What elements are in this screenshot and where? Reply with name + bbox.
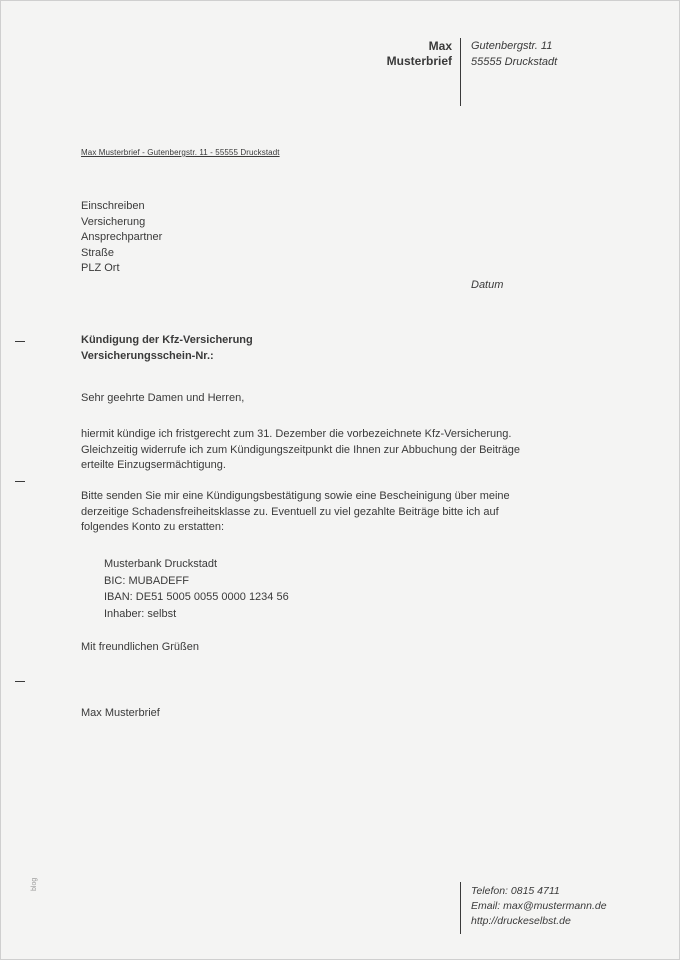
subject-line1: Kündigung der Kfz-Versicherung xyxy=(81,334,253,346)
return-address-line: Max Musterbrief - Gutenbergstr. 11 - 55555 Druckstadt xyxy=(81,148,280,157)
sender-name-line1: Max xyxy=(428,39,452,53)
fold-mark xyxy=(15,481,25,482)
recipient-line: Einschreiben xyxy=(81,200,145,212)
bank-name: Musterbank Druckstadt xyxy=(104,558,218,570)
bank-holder: Inhaber: selbst xyxy=(104,607,177,620)
salutation: Sehr geehrte Damen und Herren, xyxy=(81,392,245,404)
closing-line: Mit freundlichen Grüßen xyxy=(81,641,199,653)
paragraph-1-line: hiermit kündige ich fristgerecht zum 31. Dezember die vorbezeichnete Kfz-Versicherung. xyxy=(81,428,512,440)
footer-website: http://druckeselbst.de xyxy=(471,915,571,927)
footer-telefon: Telefon: 0815 4711 xyxy=(471,885,560,897)
paragraph-2-line: derzeitige Schadensfreiheitsklasse zu. Eventuell zu viel gezahlte Beiträge bitte ich auf xyxy=(81,505,499,518)
recipient-address-block xyxy=(81,199,162,277)
recipient-line: Versicherung xyxy=(81,215,146,228)
fold-mark xyxy=(15,681,25,682)
fold-mark xyxy=(15,341,25,342)
subject-line2: Versicherungsschein-Nr.: xyxy=(81,349,214,362)
sender-name-block xyxy=(281,39,452,69)
watermark-text: blog xyxy=(31,877,38,891)
sender-address-line1: Gutenbergstr. 11 xyxy=(471,40,553,52)
footer-contact-block xyxy=(471,884,607,929)
recipient-line: PLZ Ort xyxy=(81,262,120,274)
paragraph-2-line: Bitte senden Sie mir eine Kündigungsbestätigung sowie eine Bescheinigung über meine xyxy=(81,490,510,502)
sender-address-line2: 55555 Druckstadt xyxy=(471,55,558,68)
date-label: Datum xyxy=(471,279,504,291)
sender-name-line2: Musterbrief xyxy=(386,54,452,68)
header-divider-line xyxy=(460,38,461,106)
sender-address-block xyxy=(471,39,557,70)
paragraph-1-line: erteilte Einzugsermächtigung. xyxy=(81,459,226,471)
signature-name: Max Musterbrief xyxy=(81,707,160,719)
subject-block xyxy=(81,333,253,364)
recipient-line: Straße xyxy=(81,246,115,259)
bank-bic: BIC: MUBADEFF xyxy=(104,574,189,587)
paragraph-2-line: folgendes Konto zu erstatten: xyxy=(81,521,225,533)
paragraph-2 xyxy=(81,489,601,536)
bank-iban: IBAN: DE51 5005 0055 0000 1234 56 xyxy=(104,591,289,603)
recipient-line: Ansprechpartner xyxy=(81,231,163,243)
paragraph-1 xyxy=(81,427,601,474)
footer-divider-line xyxy=(460,882,461,934)
paragraph-1-line: Gleichzeitig widerrufe ich zum Kündigungszeitpunkt die Ihnen zur Abbuchung der Beiträge xyxy=(81,443,521,456)
footer-email: Email: max@mustermann.de xyxy=(471,900,607,912)
bank-details-block xyxy=(104,556,289,622)
